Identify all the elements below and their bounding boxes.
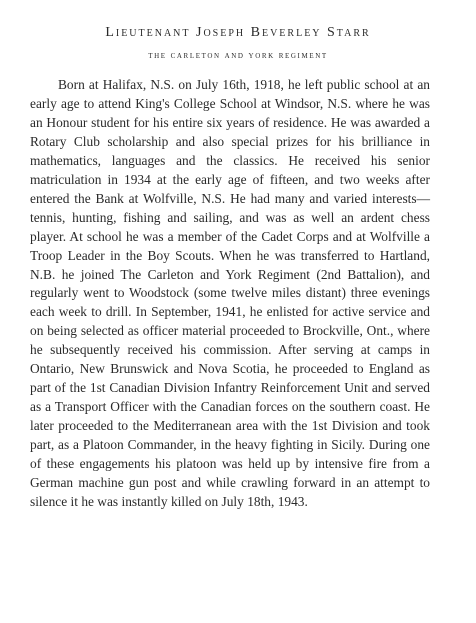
- body-paragraph: Born at Halifax, N.S. on July 16th, 1918, he left public school at an early age to attend King's College School at Windsor, N.S. where he was an Honour student for his entire six years of residence. He was awarded a Rotary Club scholarship and also special prizes for his brilliance in mathematics, languages and the classics. He received his senior matriculation in 1934 at the early age of fifteen, and two weeks after entered the Bank at Wolfville, N.S. He had many and varied interests—tennis, hunting, fishing and sailing, and was as well an ardent chess player. At school he was a member of the Cadet Corps and at Wolfville a Troop Leader in the Boy Scouts. When he was transferred to Hartland, N.B. he joined The Carleton and York Regiment (2nd Battalion), and regularly went to Woodstock (some twelve miles distant) three evenings each week to drill. In September, 1941, he enlisted for active service and on being selected as officer material proceeded to Brockville, Ont., where he subsequently received his commission. After serving at camps in Ontario, New Brunswick and Nova Scotia, he proceeded to England as part of the 1st Canadian Division Infantry Reinforcement Unit and served as a Transport Officer with the Canadian forces on the southern coast. He later proceeded to the Mediterranean area with the 1st Division and took part, as a Platoon Commander, in the heavy fighting in Sicily. During one of these engagements his platoon was held up by intensive fire from a German machine gun post and while crawling forward in an attempt to silence it he was instantly killed on July 18th, 1943.: [30, 77, 430, 509]
- page-subtitle: the carleton and york regiment: [148, 51, 328, 61]
- page-title: Lieutenant Joseph Beverley Starr: [105, 25, 371, 40]
